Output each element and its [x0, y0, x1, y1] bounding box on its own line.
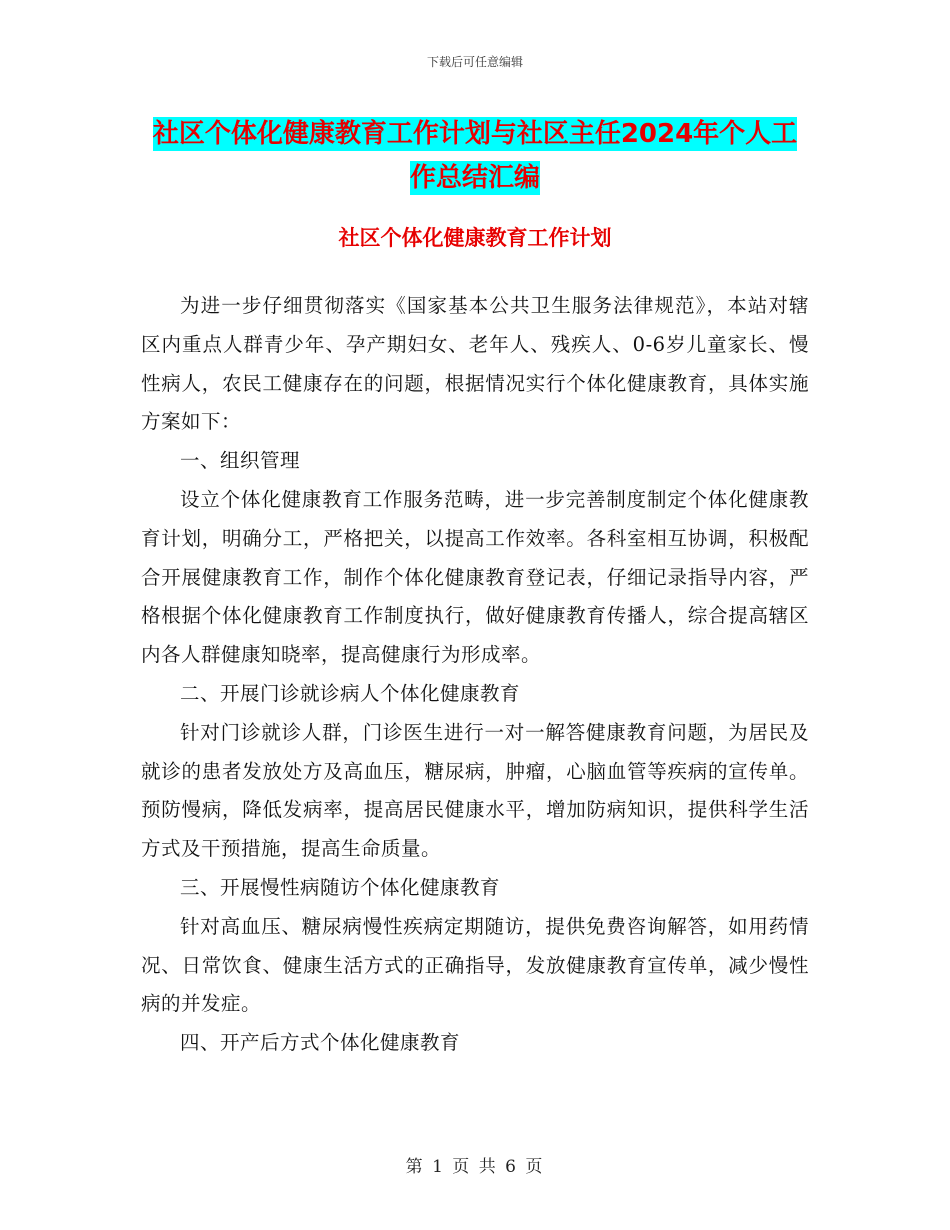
- document-body: [141, 287, 809, 1063]
- heading-organization-management: 一、组织管理: [180, 449, 301, 473]
- header-note: 下载后可任意编辑: [426, 55, 523, 69]
- paragraph-intro: 为进一步仔细贯彻落实《国家基本公共卫生服务法律规范》，本站对辖区内重点人群青少年、孕产期妇女、老年人、残疾人、0-6岁儿童家长、慢性病人，农民工健康存在的问题，根据情况实行个体化健康教育，具体实施方案如下：: [141, 294, 809, 434]
- heading-chronic-disease-followup: 三、开展慢性病随访个体化健康教育: [180, 875, 501, 899]
- section-title: 社区个体化健康教育工作计划: [338, 226, 612, 250]
- document-title-text: 社区个体化健康教育工作计划与社区主任2024年个人工作总结汇编: [152, 119, 798, 193]
- heading-postpartum-education: 四、开产后方式个体化健康教育: [180, 1031, 461, 1055]
- heading-outpatient-education: 二、开展门诊就诊病人个体化健康教育: [180, 681, 521, 705]
- paragraph-organization-management: 设立个体化健康教育工作服务范畴，进一步完善制度制定个体化健康教育计划，明确分工，严格把关，以提高工作效率。各科室相互协调，积极配合开展健康教育工作，制作个体化健康教育登记表，仔细记录指导内容，严格根据个体化健康教育工作制度执行，做好健康教育传播人，综合提高辖区内各人群健康知晓率，提高健康行为形成率。: [141, 487, 809, 667]
- paragraph-outpatient-education: 针对门诊就诊人群，门诊医生进行一对一解答健康教育问题，为居民及就诊的患者发放处方及高血压，糖尿病，肿瘤，心脑血管等疾病的宣传单。预防慢病，降低发病率，提高居民健康水平，增加防病知识，提供科学生活方式及干预措施，提高生命质量。: [141, 720, 809, 861]
- document-title: [150, 112, 800, 200]
- page-number-footer: 第 1 页 共 6 页: [405, 1157, 545, 1177]
- paragraph-chronic-disease-followup: 针对高血压、糖尿病慢性疾病定期随访，提供免费咨询解答，如用药情况、日常饮食、健康生活方式的正确指导，发放健康教育宣传单，减少慢性病的并发症。: [141, 914, 809, 1016]
